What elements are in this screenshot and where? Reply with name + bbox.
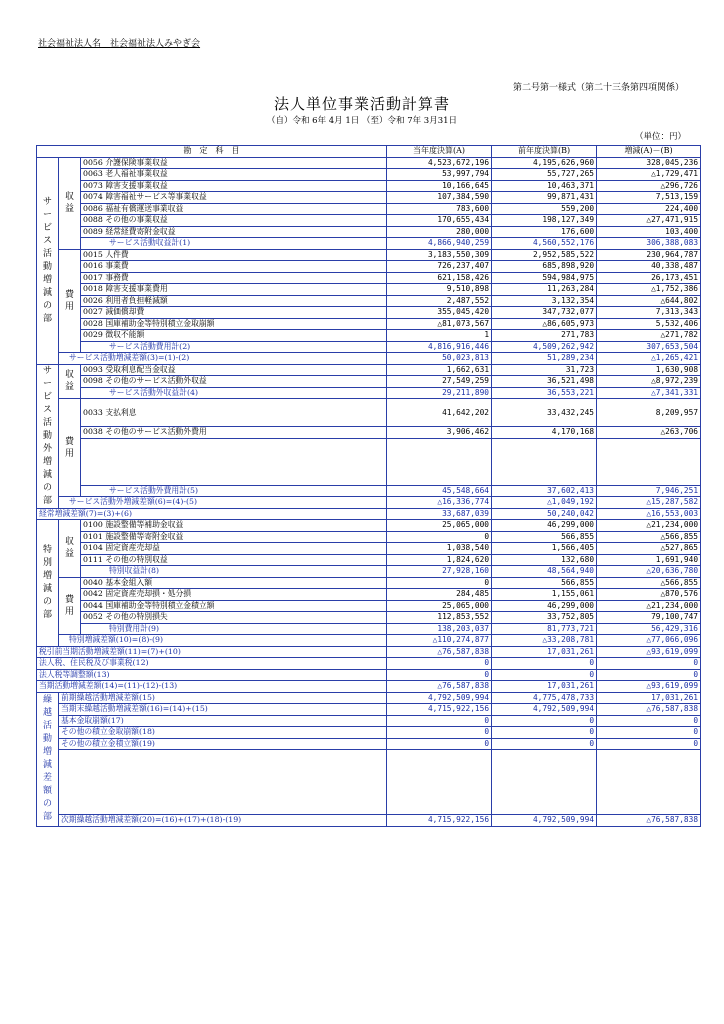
- amount-cell: 2,487,552: [387, 295, 492, 307]
- amount-cell: △16,336,774: [387, 497, 492, 509]
- amount-cell: 4,170,168: [492, 427, 597, 439]
- label-cell: 前期繰越活動増減差額(15): [59, 692, 387, 704]
- amount-cell: 328,045,236: [597, 157, 701, 169]
- difference-row: [37, 669, 701, 681]
- label-cell: 0028 国庫補助金等特別積立金取崩額: [81, 318, 387, 330]
- table-row: [37, 330, 701, 342]
- statement-table: [36, 145, 701, 827]
- subtotal-row: [37, 238, 701, 250]
- amount-cell: 55,727,265: [492, 169, 597, 181]
- amount-cell: 0: [387, 727, 492, 739]
- amount-cell: △527,865: [597, 543, 701, 555]
- amount-cell: △1,265,421: [597, 353, 701, 365]
- table-row: [37, 295, 701, 307]
- table-row: [37, 307, 701, 319]
- amount-cell: △1,752,386: [597, 284, 701, 296]
- amount-cell: 355,045,420: [387, 307, 492, 319]
- amount-cell: 559,200: [492, 203, 597, 215]
- amount-cell: 0: [492, 715, 597, 727]
- difference-row: [37, 508, 701, 520]
- label-cell: 0100 施設整備等補助金収益: [81, 520, 387, 532]
- amount-cell: 0: [387, 658, 492, 670]
- table-row: [37, 715, 701, 727]
- amount-cell: △1,729,471: [597, 169, 701, 181]
- label-cell: サービス活動外収益計(4): [81, 387, 387, 399]
- amount-cell: 7,513,159: [597, 192, 701, 204]
- amount-cell: △77,066,096: [597, 635, 701, 647]
- amount-cell: △566,855: [597, 531, 701, 543]
- section-service: サービス活動増減の部: [37, 157, 59, 364]
- table-row: [37, 554, 701, 566]
- amount-cell: 3,183,550,309: [387, 249, 492, 261]
- label-cell: 0018 障害支援事業費用: [81, 284, 387, 296]
- label-cell: 0052 その他の特別損失: [81, 612, 387, 624]
- amount-cell: 31,723: [492, 364, 597, 376]
- amount-cell: 4,195,626,960: [492, 157, 597, 169]
- table-row: [37, 203, 701, 215]
- label-cell: 基本金取崩額(17): [59, 715, 387, 727]
- amount-cell: △76,587,838: [387, 646, 492, 658]
- amount-cell: △86,605,973: [492, 318, 597, 330]
- amount-cell: 2,952,585,522: [492, 249, 597, 261]
- amount-cell: 4,775,478,733: [492, 692, 597, 704]
- label-cell: 当期末繰越活動増減差額(16)=(14)+(15): [59, 704, 387, 716]
- label-cell: 0038 その他のサービス活動外費用: [81, 427, 387, 439]
- table-row: [37, 192, 701, 204]
- label-cell: その他の積立金積立額(19): [59, 738, 387, 750]
- amount-cell: 25,065,000: [387, 600, 492, 612]
- amount-cell: △93,619,099: [597, 681, 701, 693]
- amount-cell: 1,630,908: [597, 364, 701, 376]
- subtotal-row: [37, 341, 701, 353]
- table-row: [37, 577, 701, 589]
- amount-cell: 27,928,160: [387, 566, 492, 578]
- amount-cell: 0: [387, 738, 492, 750]
- difference-row: [37, 635, 701, 647]
- amount-cell: 4,715,922,156: [387, 704, 492, 716]
- amount-cell: 783,600: [387, 203, 492, 215]
- amount-cell: 4,560,552,176: [492, 238, 597, 250]
- label-cell: サービス活動費用計(2): [81, 341, 387, 353]
- amount-cell: 0: [597, 669, 701, 681]
- label-cell: 0089 経常経費寄附金収益: [81, 226, 387, 238]
- amount-cell: 33,432,245: [492, 399, 597, 427]
- label-cell: 特別収益計(8): [81, 566, 387, 578]
- table-row: [37, 531, 701, 543]
- amount-cell: △33,208,781: [492, 635, 597, 647]
- table-header: [37, 146, 701, 158]
- amount-cell: 1: [387, 330, 492, 342]
- amount-cell: 7,313,343: [597, 307, 701, 319]
- amount-cell: 3,906,462: [387, 427, 492, 439]
- amount-cell: 230,964,787: [597, 249, 701, 261]
- amount-cell: 50,023,813: [387, 353, 492, 365]
- table-row: [37, 261, 701, 273]
- amount-cell: 4,816,916,446: [387, 341, 492, 353]
- label-cell: 0017 事務費: [81, 272, 387, 284]
- subsection-income: 収益: [59, 157, 81, 249]
- label-cell: [81, 438, 387, 485]
- label-cell: 0027 減価償却費: [81, 307, 387, 319]
- amount-cell: 79,100,747: [597, 612, 701, 624]
- table-row: [37, 272, 701, 284]
- amount-cell: 103,400: [597, 226, 701, 238]
- amount-cell: 284,485: [387, 589, 492, 601]
- amount-cell: 45,548,664: [387, 485, 492, 497]
- amount-cell: △76,587,838: [387, 681, 492, 693]
- section-carry: 繰越活動増減差額の部: [37, 692, 59, 826]
- subtotal-row: [37, 566, 701, 578]
- difference-row: [37, 681, 701, 693]
- label-cell: 0074 障害福祉サービス等事業収益: [81, 192, 387, 204]
- label-cell: サービス活動外費用計(5): [81, 485, 387, 497]
- amount-cell: △93,619,099: [597, 646, 701, 658]
- amount-cell: 347,732,077: [492, 307, 597, 319]
- amount-cell: △15,287,582: [597, 497, 701, 509]
- amount-cell: 4,509,262,942: [492, 341, 597, 353]
- amount-cell: △296,726: [597, 180, 701, 192]
- amount-cell: 10,463,371: [492, 180, 597, 192]
- amount-cell: △8,972,239: [597, 376, 701, 388]
- table-row: [37, 284, 701, 296]
- amount-cell: 51,289,234: [492, 353, 597, 365]
- section-special: 特別増減の部: [37, 520, 59, 647]
- amount-cell: 307,653,504: [597, 341, 701, 353]
- amount-cell: 1,566,405: [492, 543, 597, 555]
- amount-cell: △27,471,915: [597, 215, 701, 227]
- subsection-income: 収益: [59, 364, 81, 399]
- label-cell: [387, 438, 492, 485]
- label-cell: 特別費用計(9): [81, 623, 387, 635]
- amount-cell: 33,687,039: [387, 508, 492, 520]
- amount-cell: 176,600: [492, 226, 597, 238]
- amount-cell: △271,782: [597, 330, 701, 342]
- label-cell: 0098 その他のサービス活動外収益: [81, 376, 387, 388]
- amount-cell: 1,662,631: [387, 364, 492, 376]
- amount-cell: △644,802: [597, 295, 701, 307]
- label-cell: 0029 徴収不能額: [81, 330, 387, 342]
- amount-cell: 37,602,413: [492, 485, 597, 497]
- amount-cell: 81,773,721: [492, 623, 597, 635]
- amount-cell: △16,553,003: [597, 508, 701, 520]
- amount-cell: 0: [597, 738, 701, 750]
- label-cell: 特別増減差額(10)=(8)-(9): [59, 635, 387, 647]
- label-cell: [59, 750, 387, 815]
- amount-cell: 0: [387, 715, 492, 727]
- subtotal-row: [37, 387, 701, 399]
- label-cell: 次期繰越活動増減差額(20)=(16)+(17)+(18)-(19): [59, 815, 387, 827]
- amount-cell: 112,853,552: [387, 612, 492, 624]
- amount-cell: 1,155,061: [492, 589, 597, 601]
- label-cell: 0016 事業費: [81, 261, 387, 273]
- amount-cell: △263,706: [597, 427, 701, 439]
- corporation-value: 社会福祉法人みやぎ会: [110, 39, 201, 49]
- amount-cell: △566,855: [597, 577, 701, 589]
- label-cell: [597, 438, 701, 485]
- label-cell: [387, 750, 492, 815]
- amount-cell: 0: [492, 669, 597, 681]
- fiscal-period: （自）令和 6年 4月 1日 （至）令和 7年 3月31日: [266, 116, 458, 126]
- amount-cell: 566,855: [492, 531, 597, 543]
- table-row: [37, 738, 701, 750]
- amount-cell: 224,400: [597, 203, 701, 215]
- table-row: [37, 318, 701, 330]
- amount-cell: 138,203,037: [387, 623, 492, 635]
- label-cell: 0104 固定資産売却益: [81, 543, 387, 555]
- amount-cell: 4,523,672,196: [387, 157, 492, 169]
- amount-cell: 0: [492, 727, 597, 739]
- amount-cell: 7,946,251: [597, 485, 701, 497]
- amount-cell: 1,824,620: [387, 554, 492, 566]
- amount-cell: 9,510,898: [387, 284, 492, 296]
- amount-cell: 4,792,509,994: [492, 815, 597, 827]
- amount-cell: 621,158,426: [387, 272, 492, 284]
- label-cell: サービス活動収益計(1): [81, 238, 387, 250]
- amount-cell: 0: [492, 658, 597, 670]
- label-cell: 0056 介護保険事業収益: [81, 157, 387, 169]
- unit-label: （単位：円）: [634, 132, 686, 142]
- section-service-ext: サービス活動外増減の部: [37, 364, 59, 508]
- table-row: [37, 215, 701, 227]
- amount-cell: 4,792,509,994: [387, 692, 492, 704]
- amount-cell: △81,073,567: [387, 318, 492, 330]
- amount-cell: 26,173,451: [597, 272, 701, 284]
- amount-cell: 33,752,805: [492, 612, 597, 624]
- difference-row: [37, 353, 701, 365]
- amount-cell: 41,642,202: [387, 399, 492, 427]
- label-cell: 0088 その他の事業収益: [81, 215, 387, 227]
- table-row: [37, 180, 701, 192]
- amount-cell: △76,587,838: [597, 815, 701, 827]
- subsection-expense: 費用: [59, 399, 81, 497]
- amount-cell: 306,388,083: [597, 238, 701, 250]
- subsection-income: 収益: [59, 520, 81, 578]
- amount-cell: 4,792,509,994: [492, 704, 597, 716]
- amount-cell: 8,209,957: [597, 399, 701, 427]
- form-number: 第二号第一様式（第二十三条第四項関係）: [512, 83, 684, 93]
- table-row: [37, 600, 701, 612]
- label-cell: 0111 その他の特別収益: [81, 554, 387, 566]
- amount-cell: 280,000: [387, 226, 492, 238]
- amount-cell: 4,715,922,156: [387, 815, 492, 827]
- amount-cell: 4,866,940,259: [387, 238, 492, 250]
- subsection-expense: 費用: [59, 249, 81, 353]
- difference-row: [37, 497, 701, 509]
- empty-row: [37, 438, 701, 485]
- amount-cell: 0: [492, 738, 597, 750]
- table-row: [37, 589, 701, 601]
- amount-cell: 48,564,940: [492, 566, 597, 578]
- table-row: [37, 169, 701, 181]
- corporation-label: 社会福祉法人名: [38, 39, 102, 49]
- label-cell: [597, 750, 701, 815]
- amount-cell: 46,299,000: [492, 520, 597, 532]
- table-row: [37, 520, 701, 532]
- amount-cell: 25,065,000: [387, 520, 492, 532]
- amount-cell: 40,338,487: [597, 261, 701, 273]
- amount-cell: 566,855: [492, 577, 597, 589]
- label-cell: 0101 施設整備等寄附金収益: [81, 531, 387, 543]
- corporation-name: [38, 36, 200, 49]
- amount-cell: 11,263,284: [492, 284, 597, 296]
- subtotal-row: [37, 485, 701, 497]
- amount-cell: 198,127,349: [492, 215, 597, 227]
- amount-cell: 99,871,431: [492, 192, 597, 204]
- amount-cell: 36,521,498: [492, 376, 597, 388]
- amount-cell: 10,166,645: [387, 180, 492, 192]
- difference-row: [37, 646, 701, 658]
- empty-row: [37, 750, 701, 815]
- amount-cell: 17,031,261: [492, 646, 597, 658]
- table-row: [37, 399, 701, 427]
- amount-cell: 170,655,434: [387, 215, 492, 227]
- table-row: [37, 427, 701, 439]
- amount-cell: 1,691,940: [597, 554, 701, 566]
- amount-cell: 0: [597, 715, 701, 727]
- amount-cell: 27,549,259: [387, 376, 492, 388]
- header-current: 当年度決算(A): [387, 146, 492, 158]
- amount-cell: 0: [597, 727, 701, 739]
- amount-cell: 271,783: [492, 330, 597, 342]
- amount-cell: 107,384,590: [387, 192, 492, 204]
- label-cell: 0073 障害支援事業収益: [81, 180, 387, 192]
- amount-cell: 0: [387, 531, 492, 543]
- label-cell: 当期活動増減差額(14)=(11)-(12)-(13): [37, 681, 387, 693]
- label-cell: 0086 福祉有償運送事業収益: [81, 203, 387, 215]
- amount-cell: 29,211,890: [387, 387, 492, 399]
- table-row: [37, 704, 701, 716]
- header-diff: 増減(A)－(B): [597, 146, 701, 158]
- table-row: [37, 157, 701, 169]
- amount-cell: 17,031,261: [492, 681, 597, 693]
- subtotal-row: [37, 623, 701, 635]
- subsection-expense: 費用: [59, 577, 81, 635]
- label-cell: [492, 438, 597, 485]
- label-cell: 税引前当期活動増減差額(11)=(7)+(10): [37, 646, 387, 658]
- amount-cell: 0: [387, 577, 492, 589]
- label-cell: 法人税等調整額(13): [37, 669, 387, 681]
- amount-cell: 46,299,000: [492, 600, 597, 612]
- table-row: [37, 249, 701, 261]
- label-cell: [492, 750, 597, 815]
- table-row: [37, 815, 701, 827]
- amount-cell: △76,587,838: [597, 704, 701, 716]
- amount-cell: △21,234,000: [597, 520, 701, 532]
- amount-cell: △1,049,192: [492, 497, 597, 509]
- amount-cell: 726,237,407: [387, 261, 492, 273]
- amount-cell: 53,997,794: [387, 169, 492, 181]
- label-cell: 0093 受取利息配当金収益: [81, 364, 387, 376]
- label-cell: サービス活動増減差額(3)=(1)-(2): [59, 353, 387, 365]
- label-cell: サービス活動外増減差額(6)=(4)-(5): [59, 497, 387, 509]
- table-row: [37, 364, 701, 376]
- amount-cell: 685,898,920: [492, 261, 597, 273]
- header-previous: 前年度決算(B): [492, 146, 597, 158]
- amount-cell: 0: [387, 669, 492, 681]
- amount-cell: △7,341,331: [597, 387, 701, 399]
- amount-cell: 36,553,221: [492, 387, 597, 399]
- amount-cell: 5,532,406: [597, 318, 701, 330]
- amount-cell: 132,680: [492, 554, 597, 566]
- table-row: [37, 543, 701, 555]
- amount-cell: △870,576: [597, 589, 701, 601]
- table-row: [37, 612, 701, 624]
- label-cell: 0015 人件費: [81, 249, 387, 261]
- label-cell: その他の積立金取崩額(18): [59, 727, 387, 739]
- amount-cell: △20,636,780: [597, 566, 701, 578]
- label-cell: 0063 老人福祉事業収益: [81, 169, 387, 181]
- label-cell: 経常増減差額(7)=(3)+(6): [37, 508, 387, 520]
- table-row: [37, 692, 701, 704]
- amount-cell: 0: [597, 658, 701, 670]
- difference-row: [37, 658, 701, 670]
- header-item: 勘 定 科 目: [37, 146, 387, 158]
- label-cell: 0044 国庫補助金等特別積立金積立額: [81, 600, 387, 612]
- label-cell: 0040 基本金組入額: [81, 577, 387, 589]
- amount-cell: 50,240,042: [492, 508, 597, 520]
- amount-cell: △21,234,000: [597, 600, 701, 612]
- label-cell: 法人税、住民税及び事業税(12): [37, 658, 387, 670]
- amount-cell: △110,274,877: [387, 635, 492, 647]
- label-cell: 0033 支払利息: [81, 399, 387, 427]
- amount-cell: 594,984,975: [492, 272, 597, 284]
- table-row: [37, 226, 701, 238]
- table-row: [37, 727, 701, 739]
- amount-cell: 3,132,354: [492, 295, 597, 307]
- page-title: 法人単位事業活動計算書: [273, 95, 450, 113]
- amount-cell: 17,031,261: [597, 692, 701, 704]
- label-cell: 0026 利用者負担軽減額: [81, 295, 387, 307]
- amount-cell: 56,429,316: [597, 623, 701, 635]
- label-cell: 0042 固定資産売却損・処分損: [81, 589, 387, 601]
- table-row: [37, 376, 701, 388]
- amount-cell: 1,038,540: [387, 543, 492, 555]
